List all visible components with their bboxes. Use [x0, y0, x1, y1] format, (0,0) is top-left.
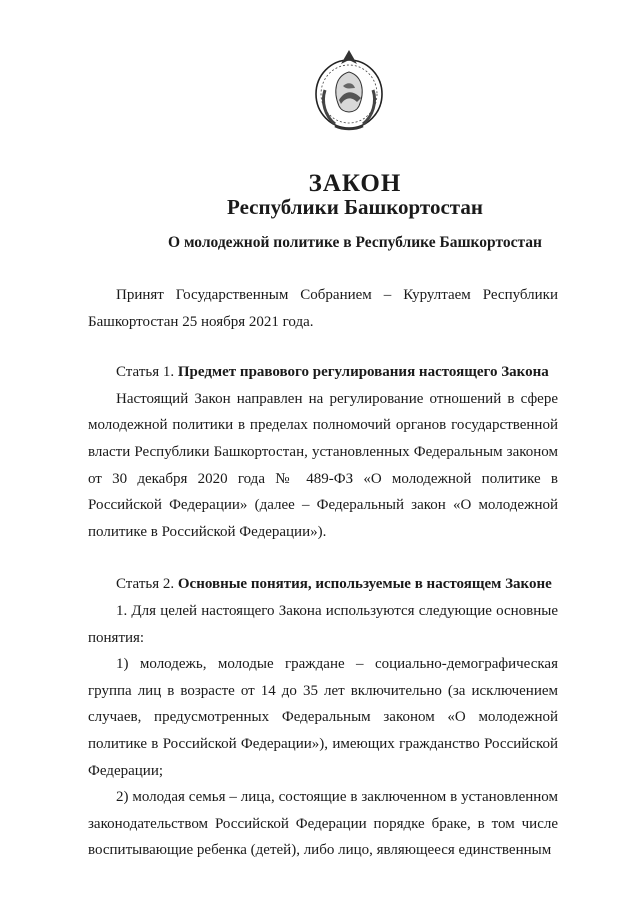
article-1-title: Предмет правового регулирования настоящего Закона [177, 364, 549, 381]
law-subject: О молодежной политике в Республике Башкортостан [168, 234, 542, 251]
article-1-number: Статья 1. [116, 364, 175, 381]
adoption-paragraph: Принят Государственным Собранием – Курултаем Республики Башкортостан 25 ноября 2021 года. [88, 287, 558, 330]
article-1-text: Настоящий Закон направлен на регулирование отношений в сфере молодежной политики в пределах полномочий органов государственной власти Республики Башкортостан, установленных Федеральным законом от 30 декабря 2020 года № 489-ФЗ «О молодежной политике в Российской Федерации» (далее – Федеральный закон «О молодежной политике в Российской Федерации»). [88, 390, 558, 540]
article-2-number: Статья 2. [116, 576, 175, 593]
article-2-paragraph-2: 1) молодежь, молодые граждане – социально-демографическая группа лиц в возрасте от 14 до 35 лет включительно (за исключением случаев, предусмотренных Федеральным законом «О молодежной политике в Российской Федерации»), имеющих гражданство Российской Федерации; [88, 656, 558, 779]
coat-of-arms-emblem [305, 42, 393, 138]
article-2-heading [88, 571, 558, 598]
article-2-title: Основные понятия, используемые в настоящем Законе [177, 576, 552, 593]
article-2-paragraph-1: 1. Для целей настоящего Закона используются следующие основные понятия: [88, 602, 558, 646]
law-title: ЗАКОН [308, 170, 402, 197]
article-1-heading [88, 359, 558, 386]
document-body [88, 282, 558, 864]
article-2-paragraph-3: 2) молодая семья – лица, состоящие в заключенном в установленном законодательством Российской Федерации порядке браке, в том числе воспитывающие ребенка (детей), либо лицо, являющееся единственным [88, 789, 558, 859]
law-subtitle: Республики Башкортостан [227, 195, 483, 219]
